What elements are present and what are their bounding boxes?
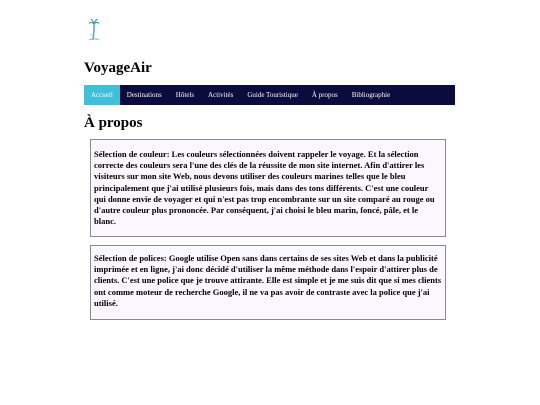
nav-item-bibliographie[interactable]: Bibliographie [351,91,391,99]
site-title: VoyageAir [84,60,152,76]
nav-item-accueil[interactable]: Accueil [84,85,120,105]
nav-item-hotels[interactable]: Hôtels [175,91,195,99]
font-selection-paragraph: Sélection de polices: Google utilise Open sans dans certains de ses sites Web et dans la publicité imprimée et en ligne, j'ai donc décidé d'utiliser la même méthode dans l'espoir d'attirer plus de clients. C'est une police que je trouve attirante. Elle est simple et je me suis dit que si mes clients ont comme moteur de recherche Google, il ne va pas avoir de contraste avec la police que j'ai utilisé. [90,245,446,320]
nav-item-destinations[interactable]: Destinations [126,91,162,99]
palm-tree-logo-icon[interactable] [86,16,102,42]
nav-item-a-propos[interactable]: À propos [311,91,338,99]
main-navbar [84,85,455,105]
nav-item-activites[interactable]: Activités [208,91,234,99]
color-selection-paragraph: Sélection de couleur: Les couleurs sélectionnées doivent rappeler le voyage. Et la sélection correcte des couleurs sera l'une des clés de la réussite de mon site internet. Afin d'attirer les visiteurs sur mon site Web, nous devons utiliser des couleurs marines telles que le bleu principalement que j'ai utilisé plusieurs fois, mais dans des tons différents. C'est une couleur qui donne envie de voyager et qui n'est pas trop encombrante sur un site comparé au rouge ou d'autre couleur plus prononcée. Par conséquent, j'ai choisi le bleu marin, foncé, pâle, et le blanc. [90,139,446,237]
nav-item-guide-touristique[interactable]: Guide Touristique [247,91,298,99]
page-title: À propos [84,115,143,131]
